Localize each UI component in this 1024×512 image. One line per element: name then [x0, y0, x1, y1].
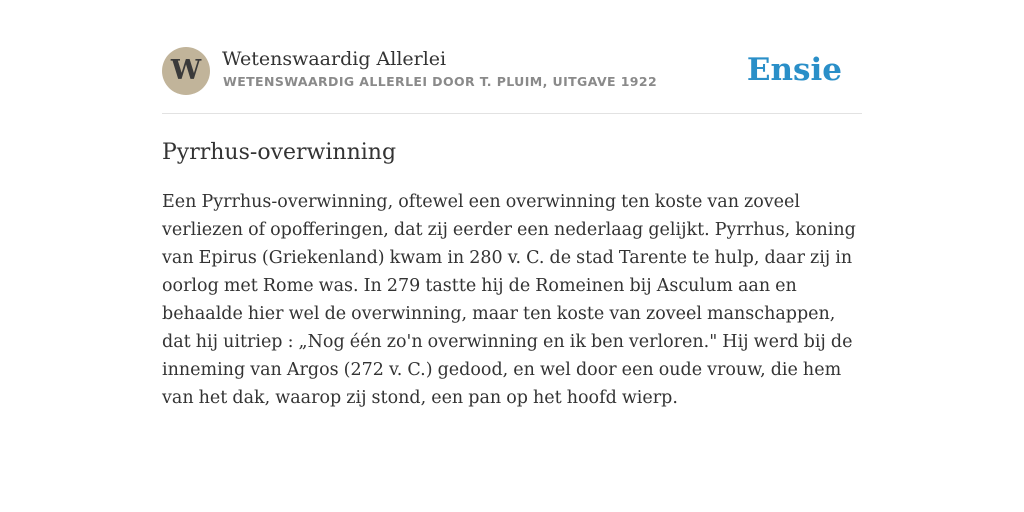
source-avatar[interactable]: W — [162, 47, 210, 95]
source-title[interactable]: Wetenswaardig Allerlei — [222, 48, 447, 70]
entry-card — [162, 46, 862, 412]
entry-title: Pyrrhus-overwinning — [162, 140, 397, 165]
source-subtitle: WETENSWAARDIG ALLERLEI DOOR T. PLUIM, UITGAVE 1922 — [223, 74, 658, 89]
source-header — [162, 46, 862, 114]
ensie-logo-link[interactable]: Ensie — [746, 52, 842, 88]
entry-body: Een Pyrrhus-overwinning, oftewel een overwinning ten koste van zoveel verliezen of opofferingen, dat zij eerder een nederlaag gelijkt. Pyrrhus, koning van Epirus (Griekenland) kwam in 280 v. C. de stad Tarente te hulp, daar zij in oorlog met Rome was. In 279 tastte hij de Romeinen bij Asculum aan en behaalde hier wel de overwinning, maar ten koste van zoveel manschappen, dat hij uitriep : „Nog één zo'n overwinning en ik ben verloren." Hij werd bij de inneming van Argos (272 v. C.) gedood, en wel door een oude vrouw, die hem van het dak, waarop zij stond, een pan op het hoofd wierp. — [162, 192, 856, 408]
